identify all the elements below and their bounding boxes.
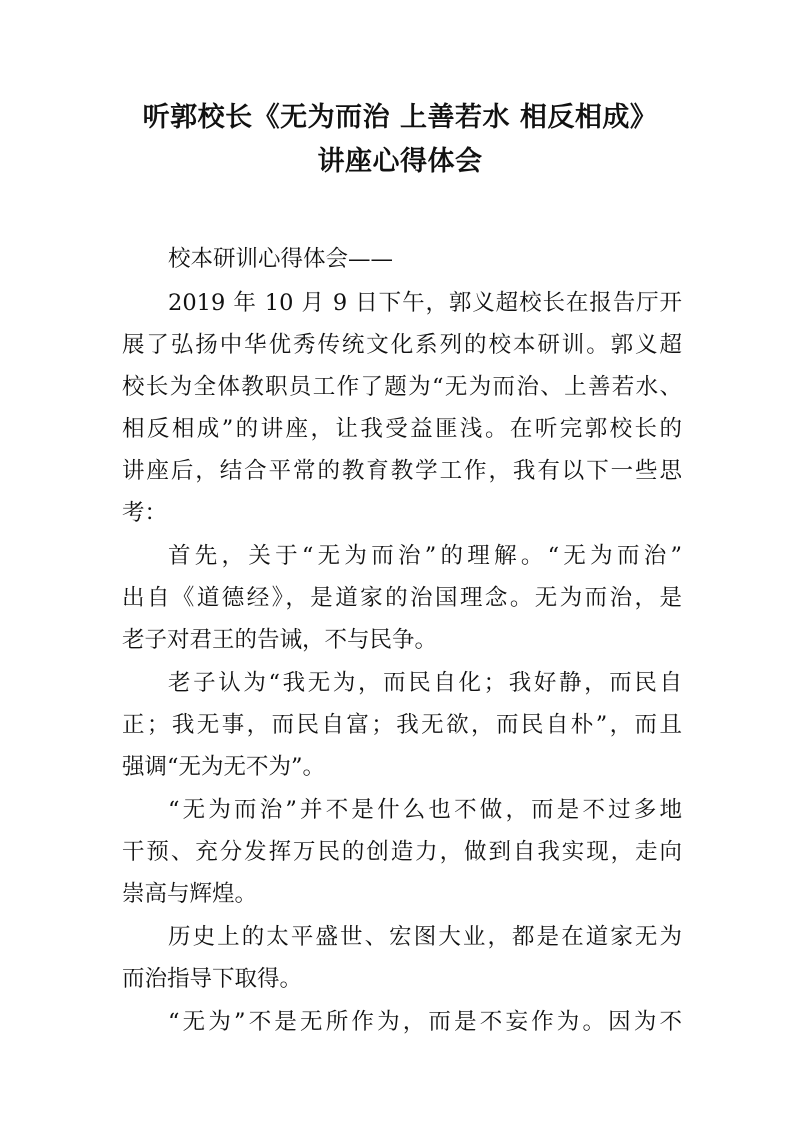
body-line: 讲座后，结合平常的教育教学工作，我有以下一些思 bbox=[122, 458, 682, 484]
body-line: 而治指导下取得。 bbox=[122, 966, 303, 992]
body-line: 强调“无为无不为”。 bbox=[122, 754, 326, 780]
body-line: 校长为全体教职员工作了题为“无为而治、上善若水、 bbox=[122, 374, 682, 400]
body-line: 干预、充分发挥万民的创造力，做到自我实现，走向 bbox=[122, 839, 682, 865]
body-line: “无为而治”并不是什么也不做，而是不过多地 bbox=[168, 797, 682, 823]
document-title-line-2: 讲座心得体会 bbox=[317, 146, 483, 177]
body-line: 历史上的太平盛世、宏图大业，都是在道家无为 bbox=[168, 924, 682, 950]
body-line: 正；我无事，而民自富；我无欲，而民自朴”，而且 bbox=[122, 712, 682, 738]
body-line: 展了弘扬中华优秀传统文化系列的校本研训。郭义超 bbox=[122, 332, 682, 358]
body-line: 老子对君王的告诫，不与民争。 bbox=[122, 627, 438, 653]
body-line: 崇高与辉煌。 bbox=[122, 881, 258, 907]
body-line: 考： bbox=[122, 500, 168, 526]
body-line: 出自《道德经》，是道家的治国理念。无为而治，是 bbox=[122, 585, 682, 611]
body-line: 2019 年 10 月 9 日下午，郭义超校长在报告厅开 bbox=[168, 290, 682, 316]
body-line: 老子认为“我无为，而民自化；我好静，而民自 bbox=[168, 670, 682, 696]
paragraph-heading: 校本研训心得体会—— bbox=[168, 246, 394, 272]
document-title-line-1: 听郭校长《无为而治 上善若水 相反相成》 bbox=[142, 102, 658, 133]
body-line: “无为”不是无所作为，而是不妄作为。因为不 bbox=[168, 1009, 682, 1035]
body-line: 首先，关于“无为而治”的理解。“无为而治” bbox=[168, 543, 682, 569]
body-line: 相反相成”的讲座，让我受益匪浅。在听完郭校长的 bbox=[122, 416, 682, 442]
